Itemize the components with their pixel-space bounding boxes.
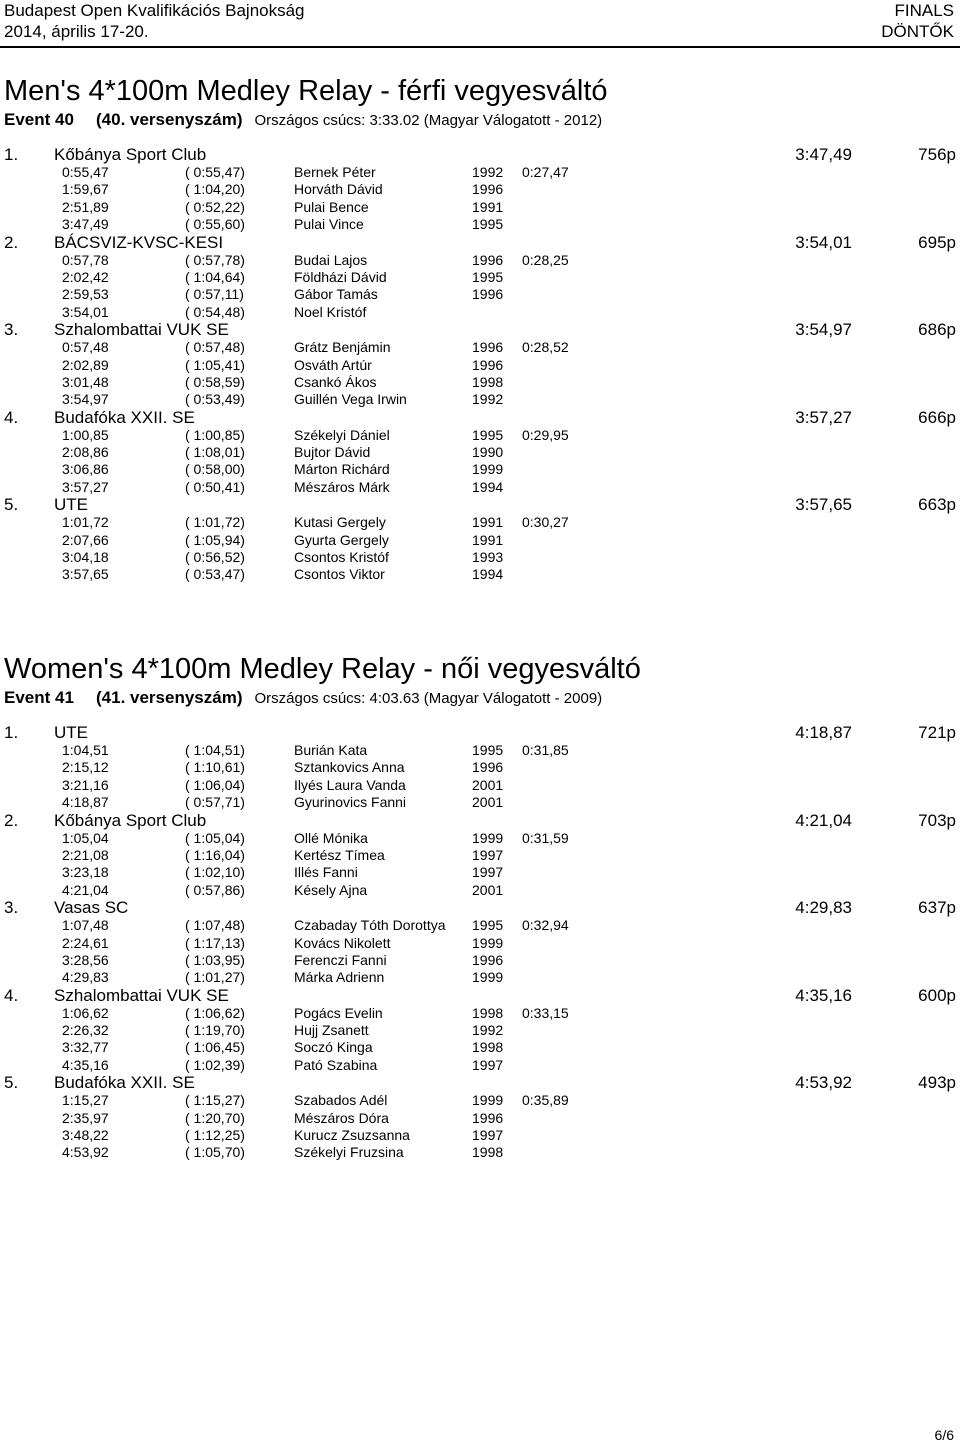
swimmer-name: Csankó Ákos [294, 373, 377, 390]
swimmer-name: Kovács Nikolett [294, 934, 391, 951]
leg-row [4, 357, 956, 374]
team-rank: 3. [4, 320, 19, 340]
team-time: 4:35,16 [795, 985, 852, 1005]
team-name: BÁCSVIZ-KVSC-KESI [54, 232, 224, 252]
birth-year: 1996 [472, 251, 504, 268]
birth-year: 1999 [472, 969, 504, 986]
team-points: 756p [918, 145, 956, 164]
birth-year: 1999 [472, 461, 504, 478]
split-time: ( 0:57,48) [185, 339, 245, 356]
cumulative-time: 2:51,89 [62, 198, 109, 215]
birth-year: 1990 [472, 444, 504, 461]
cumulative-time: 3:04,18 [62, 549, 109, 566]
event-number-hu: (40. versenyszám) [96, 110, 243, 129]
leg-row [4, 566, 956, 583]
split-time: ( 0:55,47) [185, 164, 245, 180]
split-time: ( 1:07,48) [185, 917, 245, 934]
birth-year: 1999 [472, 934, 504, 951]
birth-year: 1997 [472, 1127, 504, 1144]
team-rank: 5. [4, 1073, 19, 1093]
birth-year: 1996 [472, 286, 504, 303]
birth-year: 1996 [472, 759, 504, 776]
team-header-row [4, 496, 956, 514]
leg-row [4, 444, 956, 461]
cumulative-time: 3:23,18 [62, 864, 109, 881]
team-header-row [4, 409, 956, 427]
team-name: Budafóka XXII. SE [54, 407, 195, 427]
swimmer-name: Soczó Kinga [294, 1039, 373, 1056]
team-result [4, 724, 956, 812]
cumulative-time: 2:26,32 [62, 1022, 109, 1039]
leg-row [4, 794, 956, 811]
birth-year: 1996 [472, 181, 504, 198]
leg-row [4, 532, 956, 549]
team-rank: 1. [4, 145, 19, 164]
leg-row [4, 181, 956, 198]
birth-year: 1992 [472, 164, 504, 180]
team-name: Kőbánya Sport Club [54, 810, 207, 830]
first-50-split: 0:33,15 [522, 1004, 569, 1021]
event-number: Event 41 [4, 688, 74, 707]
swimmer-name: Márka Adrienn [294, 969, 385, 986]
team-points: 703p [918, 810, 956, 830]
swimmer-name: Hujj Zsanett [294, 1022, 369, 1039]
split-time: ( 1:05,04) [185, 829, 245, 846]
birth-year: 1992 [472, 1022, 504, 1039]
swimmer-name: Ferenczi Fanni [294, 951, 387, 968]
split-time: ( 0:52,22) [185, 198, 245, 215]
swimmer-name: Csontos Viktor [294, 566, 385, 583]
team-name: Kőbánya Sport Club [54, 145, 207, 164]
cumulative-time: 2:07,66 [62, 531, 109, 548]
team-points: 493p [918, 1073, 956, 1093]
first-50-split: 0:35,89 [522, 1092, 569, 1109]
team-result [4, 146, 956, 234]
leg-row [4, 1057, 956, 1074]
cumulative-time: 3:32,77 [62, 1039, 109, 1056]
birth-year: 1995 [472, 742, 504, 758]
team-rank: 3. [4, 898, 19, 918]
team-time: 4:21,04 [795, 810, 852, 830]
results-list [4, 146, 956, 584]
birth-year: 1994 [472, 478, 504, 495]
cumulative-time: 3:06,86 [62, 461, 109, 478]
team-rank: 4. [4, 985, 19, 1005]
birth-year: 1995 [472, 426, 504, 443]
swimmer-name: Gábor Tamás [294, 286, 378, 303]
team-result [4, 987, 956, 1075]
leg-row [4, 742, 956, 759]
cumulative-time: 4:53,92 [62, 1144, 109, 1161]
event-number: Event 40 [4, 110, 74, 129]
swimmer-name: Gyurinovics Fanni [294, 794, 407, 811]
team-name: Budafóka XXII. SE [54, 1073, 195, 1093]
first-50-split: 0:29,95 [522, 426, 569, 443]
cumulative-time: 1:59,67 [62, 181, 109, 198]
split-time: ( 1:04,51) [185, 742, 245, 758]
birth-year: 1991 [472, 198, 504, 215]
split-time: ( 1:08,01) [185, 444, 245, 461]
birth-year: 1991 [472, 531, 504, 548]
leg-row [4, 1110, 956, 1127]
team-time: 3:47,49 [795, 145, 852, 164]
swimmer-name: Pogács Evelin [294, 1004, 383, 1021]
team-points: 663p [918, 495, 956, 515]
swimmer-name: Noel Kristóf [294, 303, 367, 320]
split-time: ( 1:01,27) [185, 969, 245, 986]
event-title: Women's 4*100m Medley Relay - női vegyesváltó [4, 653, 641, 685]
cumulative-time: 3:21,16 [62, 776, 109, 793]
leg-row [4, 917, 956, 934]
birth-year: 1997 [472, 846, 504, 863]
swimmer-name: Késely Ajna [294, 881, 368, 898]
national-record: Országos csúcs: 4:03.63 (Magyar Válogatott - 2009) [254, 690, 603, 707]
leg-row [4, 1005, 956, 1022]
leg-row [4, 479, 956, 496]
team-name: Szhalombattai VUK SE [54, 320, 229, 340]
swimmer-name: Osváth Artúr [294, 356, 372, 373]
leg-row [4, 969, 956, 986]
split-time: ( 0:57,86) [185, 881, 245, 898]
split-time: ( 1:06,45) [185, 1039, 245, 1056]
team-rank: 2. [4, 810, 19, 830]
phase-label-hu: DÖNTŐK [881, 22, 954, 41]
split-time: ( 1:03,95) [185, 951, 245, 968]
team-points: 637p [918, 898, 956, 918]
leg-row [4, 461, 956, 478]
swimmer-name: Burián Kata [294, 742, 368, 758]
team-result [4, 234, 956, 322]
swimmer-name: Pulai Vince [294, 216, 364, 233]
team-time: 3:54,97 [795, 320, 852, 340]
swimmer-name: Kurucz Zsuzsanna [294, 1127, 410, 1144]
cumulative-time: 0:57,48 [62, 339, 109, 356]
split-time: ( 0:54,48) [185, 303, 245, 320]
leg-row [4, 164, 956, 181]
cumulative-time: 0:57,78 [62, 251, 109, 268]
team-name: UTE [54, 723, 88, 742]
leg-row [4, 1092, 956, 1109]
split-time: ( 1:02,10) [185, 864, 245, 881]
split-time: ( 1:02,39) [185, 1056, 245, 1073]
swimmer-name: Székelyi Dániel [294, 426, 390, 443]
split-time: ( 1:06,04) [185, 776, 245, 793]
cumulative-time: 1:05,04 [62, 829, 109, 846]
team-header-row [4, 987, 956, 1005]
birth-year: 1996 [472, 339, 504, 356]
leg-row [4, 882, 956, 899]
split-time: ( 1:00,85) [185, 426, 245, 443]
swimmer-name: Bujtor Dávid [294, 444, 371, 461]
cumulative-time: 4:18,87 [62, 794, 109, 811]
team-result [4, 1074, 956, 1162]
team-time: 3:57,27 [795, 407, 852, 427]
cumulative-time: 2:08,86 [62, 444, 109, 461]
split-time: ( 1:05,41) [185, 356, 245, 373]
cumulative-time: 2:35,97 [62, 1109, 109, 1126]
split-time: ( 0:57,11) [185, 286, 244, 303]
cumulative-time: 3:57,27 [62, 478, 109, 495]
split-time: ( 1:12,25) [185, 1127, 245, 1144]
leg-row [4, 847, 956, 864]
swimmer-name: Csontos Kristóf [294, 549, 389, 566]
team-points: 600p [918, 985, 956, 1005]
leg-row [4, 935, 956, 952]
cumulative-time: 4:21,04 [62, 881, 109, 898]
team-header-row [4, 234, 956, 252]
split-time: ( 1:17,13) [185, 934, 245, 951]
split-time: ( 0:58,59) [185, 373, 245, 390]
team-time: 4:53,92 [795, 1073, 852, 1093]
event-subtitle [4, 110, 956, 132]
first-50-split: 0:31,85 [522, 742, 569, 758]
cumulative-time: 1:00,85 [62, 426, 109, 443]
split-time: ( 0:53,47) [185, 566, 245, 583]
split-time: ( 1:20,70) [185, 1109, 245, 1126]
cumulative-time: 4:29,83 [62, 969, 109, 986]
event-women-medley-relay [4, 652, 956, 1162]
team-time: 4:18,87 [795, 723, 852, 742]
leg-row [4, 374, 956, 391]
split-time: ( 1:15,27) [185, 1092, 245, 1109]
split-time: ( 0:53,49) [185, 391, 245, 408]
swimmer-name: Pulai Bence [294, 198, 369, 215]
first-50-split: 0:28,25 [522, 251, 569, 268]
team-header-row [4, 899, 956, 917]
team-points: 666p [918, 407, 956, 427]
leg-row [4, 216, 956, 233]
first-50-split: 0:30,27 [522, 514, 569, 531]
swimmer-name: Mészáros Dóra [294, 1109, 389, 1126]
event-number-hu: (41. versenyszám) [96, 688, 243, 707]
birth-year: 1999 [472, 1092, 504, 1109]
split-time: ( 1:05,70) [185, 1144, 245, 1161]
page-number: 6/6 [934, 1427, 954, 1443]
team-name: UTE [54, 495, 88, 515]
team-header-row [4, 1074, 956, 1092]
cumulative-time: 1:15,27 [62, 1092, 109, 1109]
birth-year: 1995 [472, 216, 504, 233]
swimmer-name: Sztankovics Anna [294, 759, 405, 776]
cumulative-time: 2:24,61 [62, 934, 109, 951]
leg-row [4, 1127, 956, 1144]
split-time: ( 1:10,61) [185, 759, 245, 776]
team-result [4, 409, 956, 497]
split-time: ( 1:06,62) [185, 1004, 245, 1021]
leg-row [4, 252, 956, 269]
birth-year: 2001 [472, 881, 504, 898]
competition-dates: 2014, április 17-20. [4, 22, 149, 41]
swimmer-name: Mészáros Márk [294, 478, 390, 495]
swimmer-name: Illés Fanni [294, 864, 358, 881]
first-50-split: 0:31,59 [522, 829, 569, 846]
cumulative-time: 3:01,48 [62, 373, 109, 390]
swimmer-name: Ilyés Laura Vanda [294, 776, 406, 793]
birth-year: 1997 [472, 864, 504, 881]
cumulative-time: 3:28,56 [62, 951, 109, 968]
birth-year: 1991 [472, 514, 504, 531]
cumulative-time: 3:54,01 [62, 303, 109, 320]
team-header-row [4, 146, 956, 164]
split-time: ( 1:01,72) [185, 514, 245, 531]
leg-row [4, 427, 956, 444]
birth-year: 1996 [472, 1109, 504, 1126]
birth-year: 1992 [472, 391, 504, 408]
swimmer-name: Székelyi Fruzsina [294, 1144, 404, 1161]
cumulative-time: 3:57,65 [62, 566, 109, 583]
birth-year: 2001 [472, 776, 504, 793]
birth-year: 1995 [472, 268, 504, 285]
team-header-row [4, 812, 956, 830]
team-rank: 2. [4, 232, 19, 252]
birth-year: 1998 [472, 1144, 504, 1161]
split-time: ( 0:57,78) [185, 251, 245, 268]
split-time: ( 0:56,52) [185, 549, 245, 566]
leg-row [4, 391, 956, 408]
birth-year: 1995 [472, 917, 504, 934]
split-time: ( 0:57,71) [185, 794, 245, 811]
team-time: 3:54,01 [795, 232, 852, 252]
swimmer-name: Grátz Benjámin [294, 339, 391, 356]
split-time: ( 1:16,04) [185, 846, 245, 863]
team-rank: 4. [4, 407, 19, 427]
swimmer-name: Kertész Tímea [294, 846, 385, 863]
leg-row [4, 952, 956, 969]
swimmer-name: Kutasi Gergely [294, 514, 386, 531]
birth-year: 1993 [472, 549, 504, 566]
cumulative-time: 2:21,08 [62, 846, 109, 863]
leg-row [4, 269, 956, 286]
page-header-left [4, 0, 305, 42]
birth-year: 1996 [472, 951, 504, 968]
team-points: 695p [918, 232, 956, 252]
birth-year: 2001 [472, 794, 504, 811]
first-50-split: 0:27,47 [522, 164, 569, 180]
first-50-split: 0:28,52 [522, 339, 569, 356]
birth-year: 1998 [472, 1039, 504, 1056]
birth-year: 1998 [472, 1004, 504, 1021]
cumulative-time: 3:54,97 [62, 391, 109, 408]
swimmer-name: Czabaday Tóth Dorottya [294, 917, 446, 934]
birth-year: 1996 [472, 356, 504, 373]
leg-row [4, 864, 956, 881]
leg-row [4, 304, 956, 321]
results-list [4, 724, 956, 1162]
cumulative-time: 1:01,72 [62, 514, 109, 531]
team-rank: 1. [4, 723, 19, 742]
team-rank: 5. [4, 495, 19, 515]
leg-row [4, 286, 956, 303]
split-time: ( 0:55,60) [185, 216, 245, 233]
swimmer-name: Márton Richárd [294, 461, 390, 478]
leg-row [4, 1144, 956, 1161]
competition-name: Budapest Open Kvalifikációs Bajnokság [4, 1, 305, 20]
cumulative-time: 2:02,89 [62, 356, 109, 373]
event-subtitle [4, 688, 956, 710]
team-header-row [4, 321, 956, 339]
cumulative-time: 4:35,16 [62, 1056, 109, 1073]
phase-label-en: FINALS [894, 1, 954, 20]
leg-row [4, 759, 956, 776]
swimmer-name: Ollé Mónika [294, 829, 368, 846]
birth-year: 1998 [472, 373, 504, 390]
team-points: 721p [918, 723, 956, 742]
swimmer-name: Szabados Adél [294, 1092, 388, 1109]
team-time: 4:29,83 [795, 898, 852, 918]
cumulative-time: 0:55,47 [62, 164, 109, 180]
team-result [4, 812, 956, 900]
team-time: 3:57,65 [795, 495, 852, 515]
leg-row [4, 1039, 956, 1056]
leg-row [4, 514, 956, 531]
team-result [4, 496, 956, 584]
split-time: ( 1:05,94) [185, 531, 245, 548]
swimmer-name: Horváth Dávid [294, 181, 383, 198]
split-time: ( 0:58,00) [185, 461, 245, 478]
split-time: ( 0:50,41) [185, 478, 245, 495]
swimmer-name: Gyurta Gergely [294, 531, 389, 548]
event-title: Men's 4*100m Medley Relay - férfi vegyesváltó [4, 75, 608, 107]
swimmer-name: Bernek Péter [294, 164, 376, 180]
header-divider [0, 46, 960, 48]
leg-row [4, 830, 956, 847]
birth-year: 1997 [472, 1056, 504, 1073]
cumulative-time: 2:59,53 [62, 286, 109, 303]
split-time: ( 1:04,20) [185, 181, 245, 198]
cumulative-time: 3:48,22 [62, 1127, 109, 1144]
leg-row [4, 339, 956, 356]
split-time: ( 1:04,64) [185, 268, 245, 285]
birth-year: 1994 [472, 566, 504, 583]
team-name: Szhalombattai VUK SE [54, 985, 229, 1005]
team-header-row [4, 724, 956, 742]
leg-row [4, 549, 956, 566]
cumulative-time: 2:15,12 [62, 759, 109, 776]
cumulative-time: 3:47,49 [62, 216, 109, 233]
cumulative-time: 1:04,51 [62, 742, 109, 758]
swimmer-name: Földházi Dávid [294, 268, 387, 285]
leg-row [4, 199, 956, 216]
cumulative-time: 2:02,42 [62, 268, 109, 285]
cumulative-time: 1:06,62 [62, 1004, 109, 1021]
birth-year: 1999 [472, 829, 504, 846]
split-time: ( 1:19,70) [185, 1022, 245, 1039]
team-result [4, 321, 956, 409]
page-header-right [881, 0, 954, 42]
team-points: 686p [918, 320, 956, 340]
team-name: Vasas SC [54, 898, 129, 918]
event-men-medley-relay [4, 74, 956, 584]
swimmer-name: Budai Lajos [294, 251, 368, 268]
team-result [4, 899, 956, 987]
first-50-split: 0:32,94 [522, 917, 569, 934]
cumulative-time: 1:07,48 [62, 917, 109, 934]
leg-row [4, 777, 956, 794]
swimmer-name: Guillén Vega Irwin [294, 391, 407, 408]
swimmer-name: Pató Szabina [294, 1056, 378, 1073]
leg-row [4, 1022, 956, 1039]
national-record: Országos csúcs: 3:33.02 (Magyar Válogatott - 2012) [254, 112, 603, 129]
